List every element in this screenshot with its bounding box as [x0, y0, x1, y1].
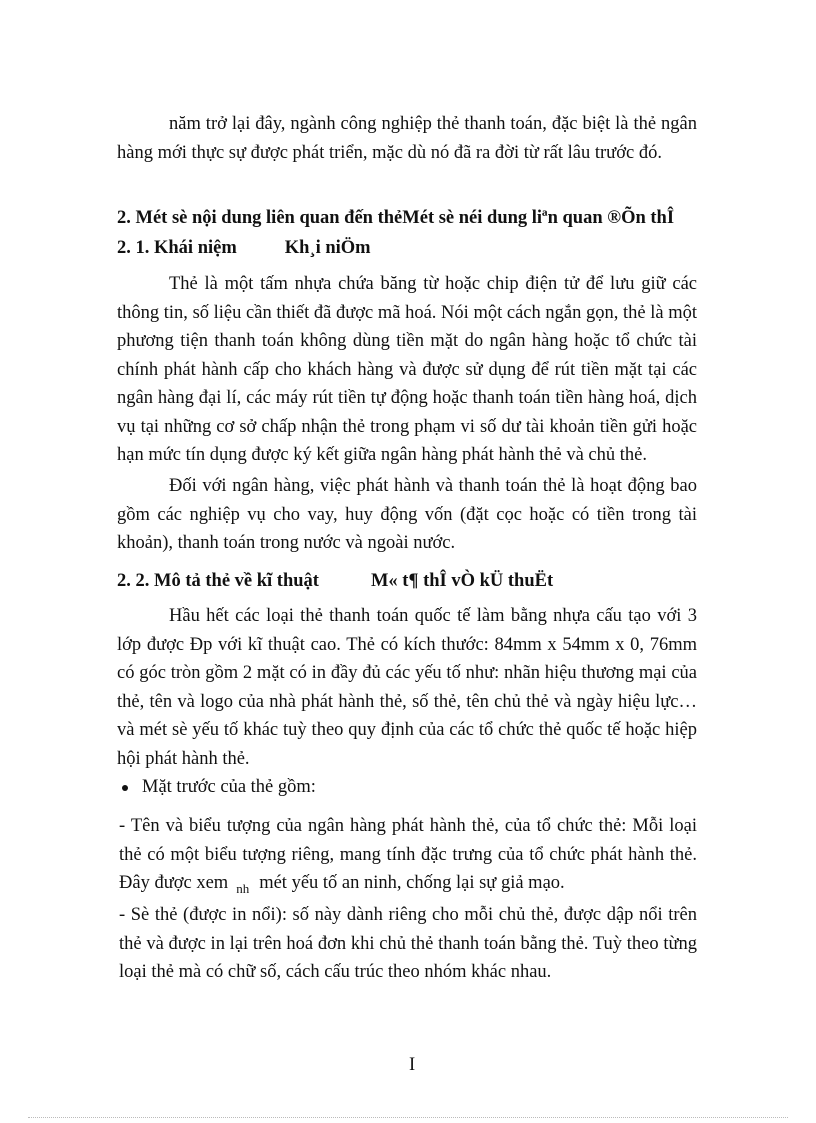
section-heading-2-2: 2. 2. Mô tả thẻ về kĩ thuật M« t¶ thÎ vÒ kÜ thuËt: [117, 571, 554, 591]
subscript-fragment: nh: [236, 881, 250, 896]
dash-item-logo: - Tên và biểu tượng của ngân hàng phát hành thẻ, của tổ chức thẻ: Mỗi loại thẻ có một biểu tượng riêng, mang tính đặc trưng của tổ chức phát hành thẻ. Đây được xem $_{nh}$ mét yếu tố an ninh, chống lại sự giả mạo.: [119, 816, 697, 896]
page-bottom-divider: [28, 1117, 788, 1118]
section-heading-2-1: 2. 1. Khái niệm Kh¸i niÖm: [117, 238, 371, 258]
section-heading-2: 2. Mét sè nội dung liên quan đến thẻMét sè néi dung liªn quan ®Õn thÎ: [117, 208, 675, 228]
front-side-bullet: Mặt trước của thẻ gồm:: [122, 775, 316, 799]
bullet-dot-icon: [122, 785, 128, 791]
section-heading-2-alt: Mét sè néi dung liªn quan ®Õn thÎ: [402, 208, 675, 228]
page-number: I: [409, 1055, 416, 1075]
section-heading-2-1-alt: Kh¸i niÖm: [284, 238, 371, 258]
section-heading-2-2-alt: M« t¶ thÎ vÒ kÜ thuËt: [370, 571, 554, 591]
intro-paragraph: năm trở lại đây, ngành công nghiệp thẻ thanh toán, đặc biệt là thẻ ngân hàng mới thực sự được phát triển, mặc dù nó đã ra đời từ rất lâu trước đó.: [117, 114, 697, 163]
definition-paragraph: Thẻ là một tấm nhựa chứa băng từ hoặc chip điện tử để lưu giữ các thông tin, số liệu cần thiết đã được mã hoá. Nói một cách ngắn gọn, thẻ là một phương tiện thanh toán không dùng tiền mặt do ngân hàng hoặc tổ chức tài chính phát hành cấp cho khách hàng và được sử dụng để rút tiền mặt tại các ngân hàng đại lí, các máy rút tiền tự động hoặc thanh toán tiền hàng hoá, dịch vụ tại những cơ sở chấp nhận thẻ trong phạm vi số dư tài khoản tiền gửi hoặc hạn mức tín dụng được ký kết giữa ngân hàng phát hành thẻ và chủ thẻ.: [117, 274, 697, 465]
technical-description-paragraph: Hầu hết các loại thẻ thanh toán quốc tế làm bằng nhựa cấu tạo với 3 lớp được Ðp với kĩ thuật cao. Thẻ có kích thước: 84mm x 54mm x 0, 76mm có góc tròn gồm 2 mặt có in đầy đủ các yếu tố như: nhãn hiệu thương mại của thẻ, tên và logo của nhà phát hành thẻ, số thẻ, tên chủ thẻ và ngày hiệu lực… và mét sè yếu tố khác tuỳ theo quy định của các tổ chức thẻ quốc tế hoặc hiệp hội phát hành thẻ.: [117, 606, 697, 769]
dash-item-card-number: - Sè thẻ (được in nổi): số này dành riêng cho mỗi chủ thẻ, được dập nổi trên thẻ và được in lại trên hoá đơn khi chủ thẻ thanh toán bằng thẻ. Tuỳ theo từng loại thẻ mà có chữ số, cách cấu trúc theo nhóm khác nhau.: [119, 905, 697, 982]
bank-role-paragraph: Đối với ngân hàng, việc phát hành và thanh toán thẻ là hoạt động bao gồm các nghiệp vụ cho vay, huy động vốn (đặt cọc hoặc có tiền trong tài khoản), thanh toán trong nước và ngoài nước.: [117, 476, 697, 553]
